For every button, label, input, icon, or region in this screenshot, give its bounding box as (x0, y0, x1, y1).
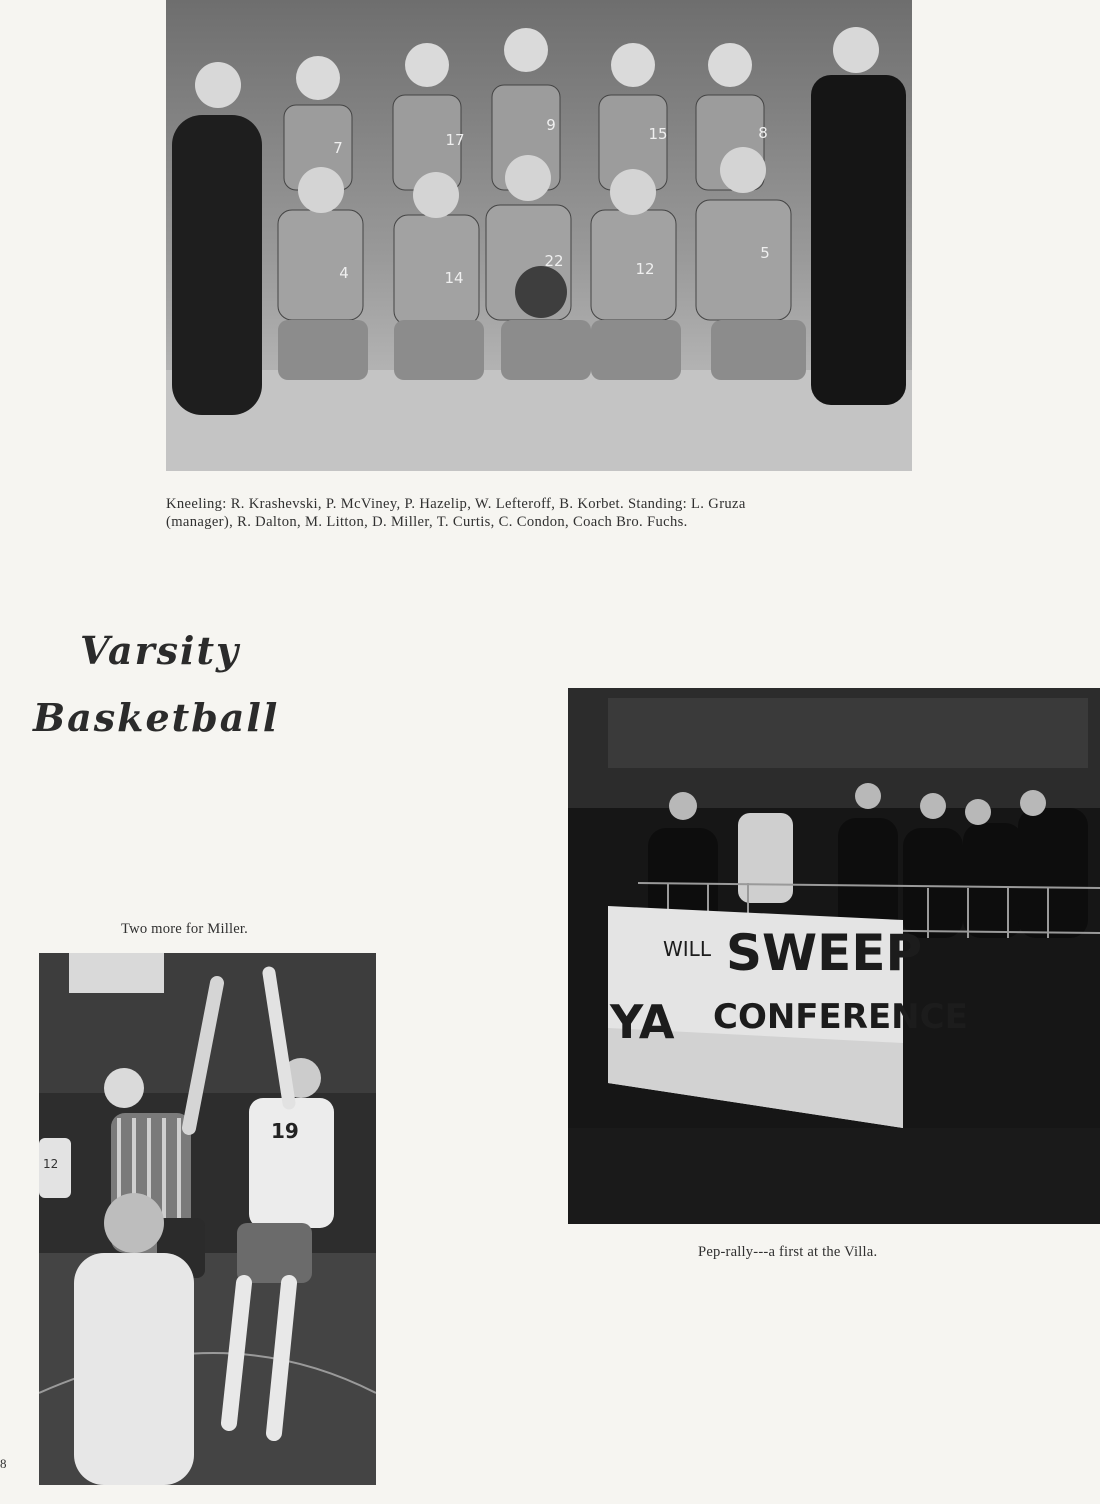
jersey-number: 9 (546, 116, 556, 134)
banner-text-conference: CONFERENCE (713, 997, 968, 1037)
banner-text-will: WILL (663, 937, 711, 961)
page-title-line-2: Basketball (33, 695, 280, 740)
jersey-number: 8 (758, 124, 768, 142)
jersey-number: 17 (445, 131, 465, 149)
banner-text-fragment: YA (610, 995, 675, 1049)
banner-text-sweep: SWEEP (726, 924, 923, 982)
jersey-number: 14 (444, 269, 464, 287)
player-jersey-number: 19 (271, 1119, 299, 1143)
jersey-number: 12 (635, 260, 655, 278)
page-title-line-1: Varsity (80, 628, 241, 673)
jersey-number: 4 (339, 264, 349, 282)
pep-rally-caption: Pep-rally---a first at the Villa. (698, 1244, 878, 1260)
page-number: 8 (0, 1456, 7, 1471)
team-caption-line-1: Kneeling: R. Krashevski, P. McViney, P. Hazelip, W. Lefteroff, B. Korbet. Standing: L. Gruza (166, 496, 746, 512)
jersey-number: 22 (544, 252, 564, 270)
pep-rally-photo (568, 688, 1100, 1224)
team-caption-line-2: (manager), R. Dalton, M. Litton, D. Miller, T. Curtis, C. Condon, Coach Bro. Fuchs. (166, 514, 688, 530)
bench-jersey-number: 12 (43, 1157, 59, 1171)
jersey-number: 5 (760, 244, 770, 262)
jersey-number: 15 (648, 125, 668, 143)
jersey-number: 7 (333, 139, 343, 157)
team-photo-caption (166, 495, 912, 531)
game-action-photo (39, 953, 376, 1485)
team-photo (166, 0, 912, 471)
game-photo-caption: Two more for Miller. (121, 921, 248, 937)
